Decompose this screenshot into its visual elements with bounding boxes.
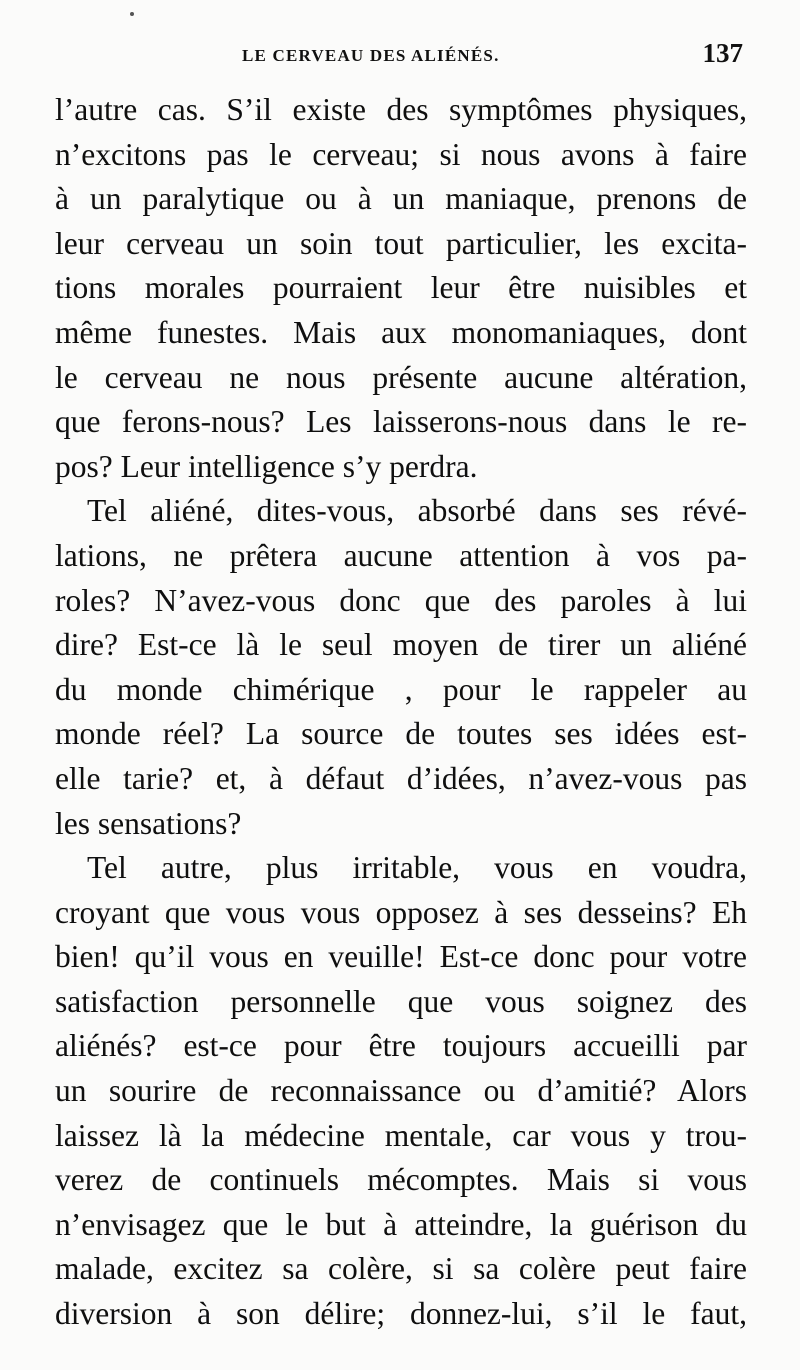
text-line: Tel aliéné, dites-vous, absorbé dans ses révé-: [87, 493, 747, 529]
text-line: laissez là la médecine mentale, car vous y trou-: [55, 1117, 747, 1153]
text-line: dire? Est-ce là le seul moyen de tirer un aliéné: [55, 627, 747, 663]
running-title: LE CERVEAU DES ALIÉNÉS.: [242, 46, 500, 65]
page-number: 137: [702, 38, 743, 68]
text-line: aliénés? est-ce pour être toujours accueilli par: [55, 1028, 747, 1064]
text-line: elle tarie? et, à défaut d’idées, n’avez-vous pas: [55, 760, 747, 796]
text-line: tions morales pourraient leur être nuisibles et: [55, 270, 747, 306]
print-speck: [130, 12, 134, 16]
text-line: leur cerveau un soin tout particulier, les excita-: [55, 225, 747, 261]
text-line: satisfaction personnelle que vous soignez des: [55, 983, 747, 1019]
text-line: pos? Leur intelligence s’y perdra.: [55, 448, 478, 484]
text-line: un sourire de reconnaissance ou d’amitié? Alors: [55, 1073, 747, 1109]
text-line: bien! qu’il vous en veuille! Est-ce donc pour votre: [55, 939, 747, 975]
text-line: verez de continuels mécomptes. Mais si vous: [55, 1162, 747, 1198]
text-line: n’excitons pas le cerveau; si nous avons à faire: [55, 136, 747, 172]
text-line: le cerveau ne nous présente aucune altération,: [55, 359, 747, 395]
text-line: à un paralytique ou à un maniaque, prenons de: [55, 181, 747, 217]
text-line: même funestes. Mais aux monomaniaques, dont: [55, 314, 747, 350]
text-line: que ferons-nous? Les laisserons-nous dans le re-: [55, 404, 747, 440]
body-text: [55, 88, 747, 1337]
text-line: croyant que vous vous opposez à ses desseins? Eh: [55, 894, 747, 930]
text-line: lations, ne prêtera aucune attention à vos pa-: [55, 537, 747, 573]
text-line: monde réel? La source de toutes ses idées est-: [55, 716, 747, 752]
text-line: du monde chimérique , pour le rappeler au: [55, 671, 747, 707]
text-line: Tel autre, plus irritable, vous en voudra,: [87, 850, 747, 886]
text-line: diversion à son délire; donnez-lui, s’il le faut,: [55, 1296, 747, 1332]
text-line: malade, excitez sa colère, si sa colère peut faire: [55, 1251, 747, 1287]
text-line: roles? N’avez-vous donc que des paroles à lui: [55, 582, 747, 618]
text-line: n’envisagez que le but à atteindre, la guérison du: [55, 1206, 747, 1242]
text-line: l’autre cas. S’il existe des symptômes physiques,: [55, 92, 747, 127]
text-line: les sensations?: [55, 805, 242, 841]
page-header: [55, 38, 745, 72]
